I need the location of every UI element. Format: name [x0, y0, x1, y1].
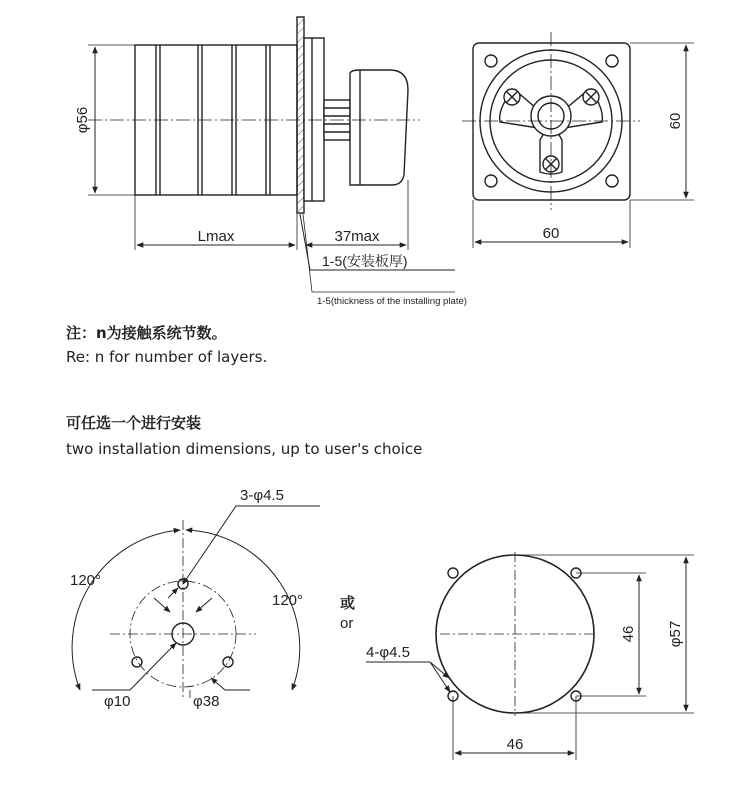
- angle-arc-left: [72, 530, 180, 690]
- angle-right-label: 120°: [272, 592, 304, 609]
- mount-hole: [223, 657, 233, 667]
- max37-label: 37max: [334, 228, 380, 245]
- front-width-label: 60: [542, 225, 560, 242]
- dia-10-label: φ10: [104, 693, 131, 710]
- mount-hole: [448, 568, 458, 578]
- front-view: [462, 32, 694, 248]
- install-note-cn: 可任选一个进行安装: [66, 414, 202, 432]
- side-view: [88, 17, 455, 292]
- angle-left-label: 120°: [70, 572, 102, 589]
- install-note-en: two installation dimensions, up to user's choice: [66, 440, 423, 458]
- four-hole-cutout: [366, 552, 694, 760]
- mounting-plate: [297, 17, 304, 213]
- front-flange: [304, 38, 324, 201]
- holes-4-label: 4-φ4.5: [366, 644, 410, 661]
- layers-note-cn: 注：n为接触系统节数。: [66, 324, 227, 342]
- mount-hole: [132, 657, 142, 667]
- plate-thickness-cn: 1-5(安装板厚): [322, 253, 408, 269]
- or-cn: 或: [340, 595, 356, 612]
- holes-3-label: 3-φ4.5: [240, 487, 284, 504]
- dia-56-label: φ56: [74, 106, 91, 134]
- dim-46-v-label: 46: [620, 625, 637, 643]
- lmax-label: Lmax: [197, 228, 235, 245]
- layers-note-en: Re: n for number of layers.: [66, 348, 268, 366]
- or-en: or: [340, 615, 354, 632]
- dia-38-label: φ38: [193, 693, 220, 710]
- front-height-label: 60: [667, 112, 684, 130]
- knob: [350, 70, 408, 185]
- dim-46-h-label: 46: [506, 736, 524, 753]
- dia-57-label: φ57: [667, 620, 684, 648]
- plate-thickness-en: 1-5(thickness of the installing plate): [317, 296, 467, 306]
